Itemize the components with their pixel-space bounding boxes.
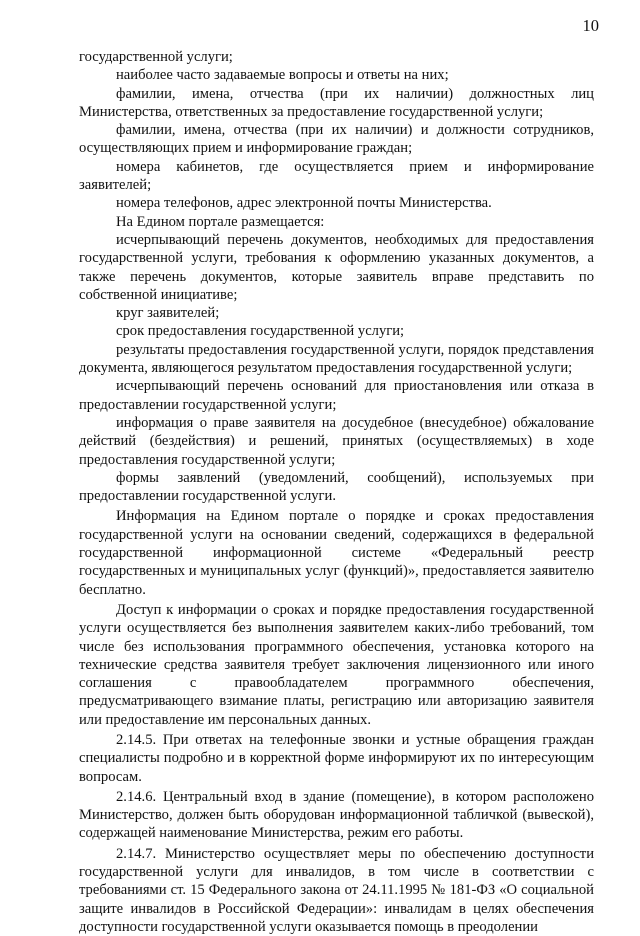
paragraph: срок предоставления государственной услуги;	[116, 323, 405, 340]
paragraph: государственной услуги;	[79, 49, 233, 65]
paragraph: 2.14.5. При ответах на телефонные звонки и устные обращения граждан специалисты подробно и в корректной форме информируют их по интересующим вопросам.	[79, 731, 594, 785]
paragraph: 2.14.7. Министерство осуществляет меры по обеспечению доступности государственной услуги для инвалидов, в том числе в соответствии с требованиями ст. 15 Федерального закона от 24.11.1995 № 181-ФЗ «О социальной защите инвалидов в Российской Федерации»: инвалидам в целях обеспечения доступности государственной услуги оказывается помощь в преодолении	[79, 845, 594, 935]
paragraph: результаты предоставления государственной услуги, порядок представления документа, являющегося результатом предоставления государственной услуги;	[79, 341, 594, 377]
page-number: 10	[582, 16, 599, 35]
paragraph: номера кабинетов, где осуществляется прием и информирование заявителей;	[79, 158, 594, 194]
paragraph: фамилии, имена, отчества (при их наличии) и должности сотрудников, осуществляющих прием и информирование граждан;	[79, 122, 594, 157]
paragraph: 2.14.6. Центральный вход в здание (помещение), в котором расположено Министерство, должен быть оборудован информационной табличкой (вывеской), содержащей наименование Министерства, режим его работы.	[79, 788, 594, 842]
paragraph: Доступ к информации о сроках и порядке предоставления государственной услуги осуществляется без выполнения заявителем каких-либо требований, том числе без использования программного обеспечения, установка которого на технические средства заявителя требует заключения лицензионного или иного соглашения с правообладателем программного обеспечения, предусматривающего взимание платы, регистрацию или авторизацию заявителя или предоставление им персональных данных.	[79, 601, 594, 728]
paragraph: исчерпывающий перечень оснований для приостановления или отказа в предоставлении государственной услуги;	[79, 378, 594, 413]
paragraph: фамилии, имена, отчества (при их наличии) должностных лиц Министерства, ответственных за предоставление государственной услуги;	[79, 85, 594, 120]
paragraph: формы заявлений (уведомлений, сообщений), используемых при предоставлении государственной услуги.	[79, 469, 594, 505]
paragraph: На Едином портале размещается:	[116, 213, 325, 230]
document-body	[79, 48, 594, 936]
paragraph: Информация на Едином портале о порядке и сроках предоставления государственной услуги на основании сведений, содержащихся в федеральной государственной информационной системе «Федеральный реестр государственных и муниципальных услуг (функций)», предоставляется заявителю бесплатно.	[79, 508, 594, 598]
paragraph: информация о праве заявителя на досудебное (внесудебное) обжалование действий (бездействия) и решений, принятых (осуществляемых) в ходе предоставления государственной услуги;	[79, 414, 594, 468]
paragraph: номера телефонов, адрес электронной почты Министерства.	[116, 195, 492, 212]
paragraph: исчерпывающий перечень документов, необходимых для предоставления государственной услуги, требования к оформлению указанных документов, а также перечень документов, которые заявитель вправе представить по собственной инициативе;	[79, 231, 594, 303]
paragraph: круг заявителей;	[116, 305, 220, 322]
paragraph: наиболее часто задаваемые вопросы и ответы на них;	[116, 67, 449, 84]
